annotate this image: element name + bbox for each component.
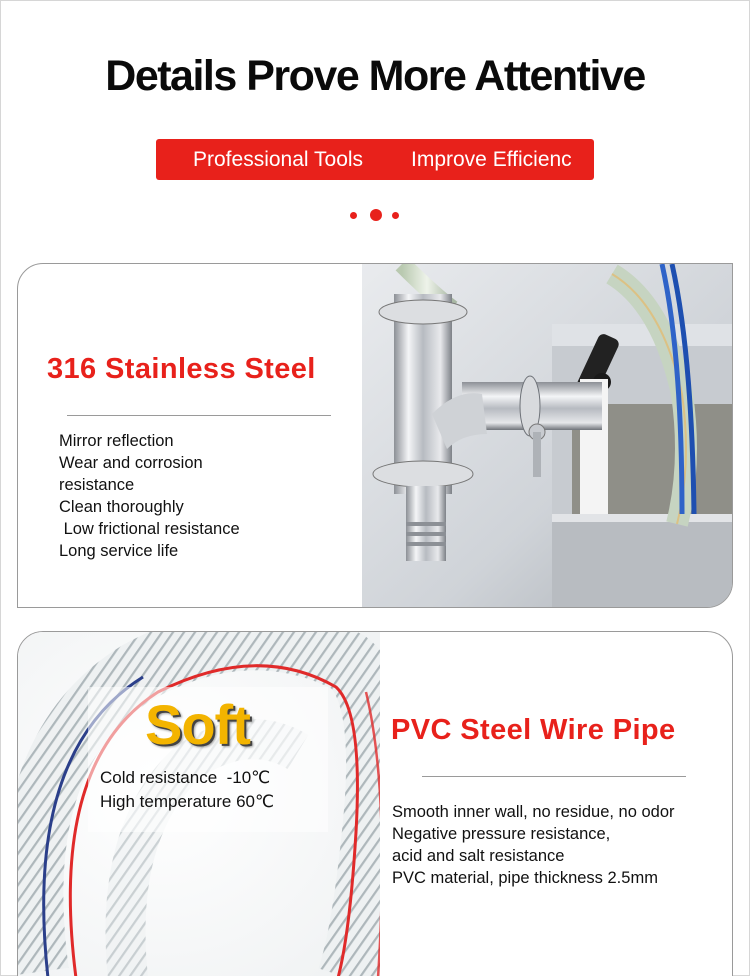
list-item: Cold resistance -10℃ <box>100 768 271 787</box>
dot-icon <box>392 212 399 219</box>
steel-feature-list <box>59 430 359 562</box>
list-item: Smooth inner wall, no residue, no odor <box>392 803 675 821</box>
list-item: Long service life <box>59 542 179 560</box>
stainless-tee-valve-photo <box>362 264 733 608</box>
list-item: PVC material, pipe thickness 2.5mm <box>392 869 658 887</box>
list-item: Low frictional resistance <box>59 520 240 538</box>
stainless-steel-card <box>17 263 733 608</box>
list-item: Negative pressure resistance, <box>392 825 611 843</box>
divider <box>422 776 686 777</box>
dot-icon <box>370 209 382 221</box>
slogan-banner <box>156 139 594 180</box>
divider <box>67 415 331 416</box>
list-item: Wear and corrosion <box>59 454 203 472</box>
list-item: resistance <box>59 476 135 494</box>
page-title: Details Prove More Attentive <box>105 52 645 100</box>
list-item: Clean thoroughly <box>59 498 184 516</box>
list-item: acid and salt resistance <box>392 847 565 865</box>
dot-icon <box>350 212 357 219</box>
stainless-steel-heading: 316 Stainless Steel <box>47 353 316 385</box>
banner-text-left: Professional Tools <box>193 148 364 171</box>
decorative-dots <box>350 208 402 224</box>
pipe-feature-list <box>392 801 732 889</box>
soft-badge: Soft <box>145 693 250 756</box>
banner-text-right: Improve Efficienc <box>411 148 572 171</box>
temperature-list <box>100 766 274 814</box>
list-item: Mirror reflection <box>59 432 174 450</box>
pvc-pipe-card <box>17 631 733 976</box>
pvc-pipe-heading: PVC Steel Wire Pipe <box>391 714 676 746</box>
list-item: High temperature 60℃ <box>100 792 275 811</box>
